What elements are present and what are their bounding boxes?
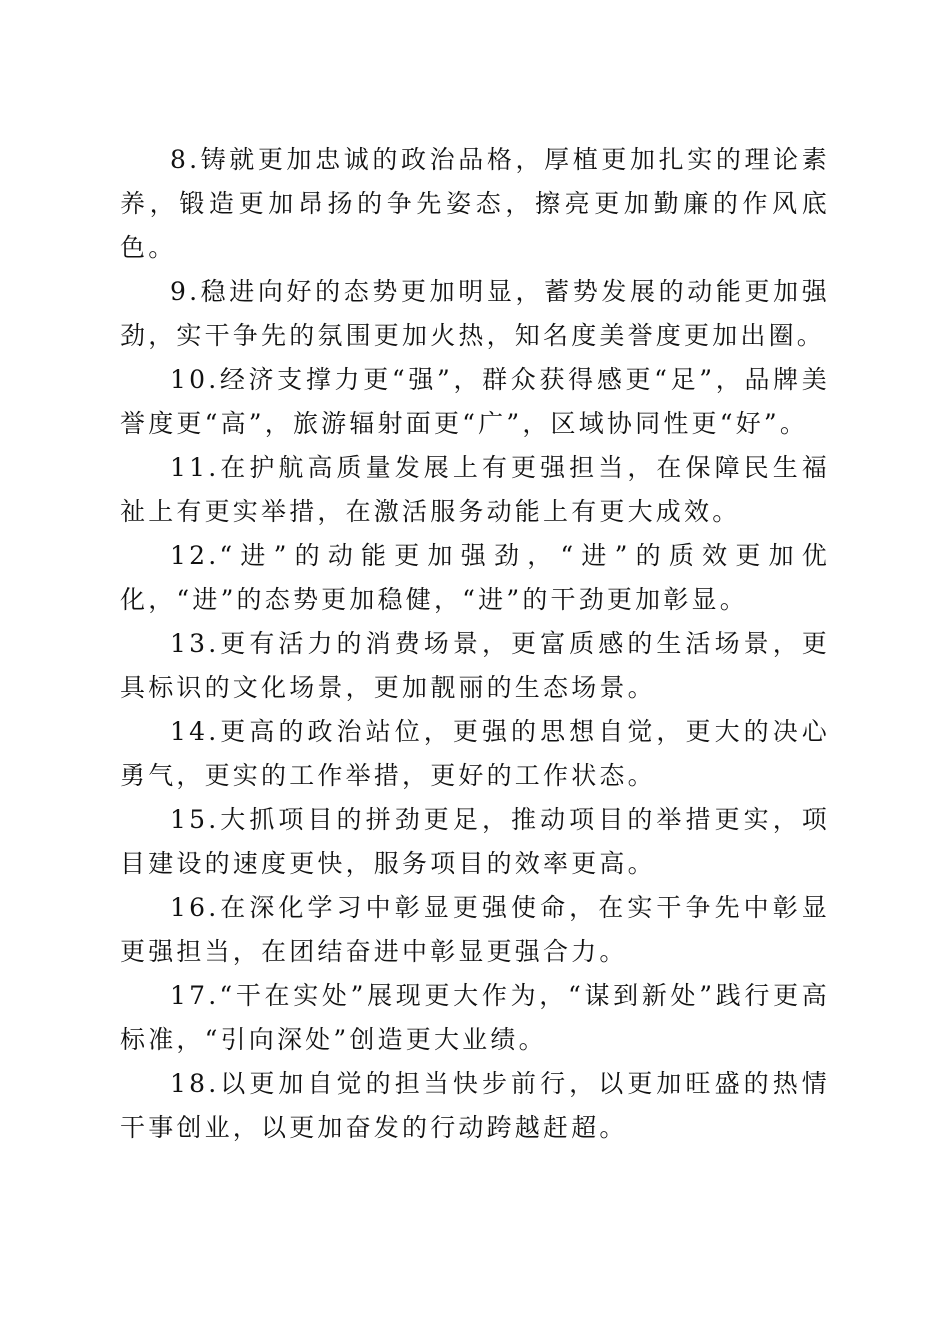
paragraph-12: 12.“进”的动能更加强劲，“进”的质效更加优化，“进”的态势更加稳健，“进”的干劲更加彰显。 [120, 541, 830, 614]
paragraph-11: 11.在护航高质量发展上有更强担当，在保障民生福祉上有更实举措，在激活服务动能上有更大成效。 [120, 453, 830, 526]
paragraph-14: 14.更高的政治站位，更强的思想自觉，更大的决心勇气，更实的工作举措，更好的工作状态。 [120, 717, 830, 790]
paragraph-8: 8.铸就更加忠诚的政治品格，厚植更加扎实的理论素养，锻造更加昂扬的争先姿态，擦亮更加勤廉的作风底色。 [120, 145, 830, 262]
paragraph-10: 10.经济支撑力更“强”，群众获得感更“足”，品牌美誉度更“高”，旅游辐射面更“广”，区域协同性更“好”。 [120, 365, 830, 438]
paragraph-13: 13.更有活力的消费场景，更富质感的生活场景，更具标识的文化场景，更加靓丽的生态场景。 [120, 629, 830, 702]
paragraph-18: 18.以更加自觉的担当快步前行，以更加旺盛的热情干事创业，以更加奋发的行动跨越赶超。 [120, 1069, 830, 1142]
paragraph-15: 15.大抓项目的拼劲更足，推动项目的举措更实，项目建设的速度更快，服务项目的效率更高。 [120, 805, 830, 878]
document-body [120, 138, 830, 1150]
paragraph-17: 17.“干在实处”展现更大作为，“谋到新处”践行更高标准，“引向深处”创造更大业绩。 [120, 981, 830, 1054]
paragraph-16: 16.在深化学习中彰显更强使命，在实干争先中彰显更强担当，在团结奋进中彰显更强合力。 [120, 893, 830, 966]
paragraph-9: 9.稳进向好的态势更加明显，蓄势发展的动能更加强劲，实干争先的氛围更加火热，知名度美誉度更加出圈。 [120, 277, 830, 350]
